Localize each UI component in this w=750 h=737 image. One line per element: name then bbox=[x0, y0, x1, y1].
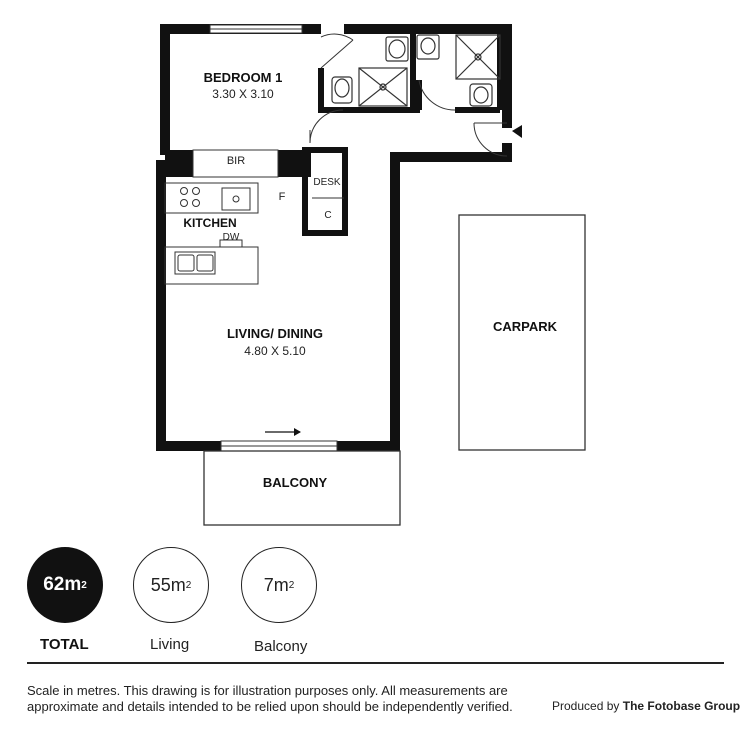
total-area-value: 62m bbox=[43, 574, 82, 595]
total-area-sup: 2 bbox=[81, 579, 87, 591]
bir-label: BIR bbox=[226, 155, 246, 167]
living-area-sup: 2 bbox=[185, 579, 192, 591]
producer-credit bbox=[552, 699, 740, 713]
bedroom-label: BEDROOM 1 bbox=[203, 70, 283, 85]
kitchen-island bbox=[165, 240, 258, 284]
disclaimer-text: Scale in metres. This drawing is for illustration purposes only. All measurements are approximate and details intended to be relied upon should be independently verified. bbox=[27, 683, 513, 714]
total-area-caption: TOTAL bbox=[40, 636, 89, 653]
sliding-door bbox=[221, 428, 337, 451]
carpark-label: CARPARK bbox=[492, 319, 558, 334]
bedroom-window bbox=[210, 25, 302, 33]
bathroom-walls bbox=[321, 34, 500, 110]
ensuite-fixtures bbox=[332, 37, 408, 106]
balcony-label: BALCONY bbox=[262, 475, 328, 490]
fridge-label: F bbox=[278, 191, 286, 203]
cupboard-label: C bbox=[324, 210, 332, 221]
bedroom-dims: 3.30 X 3.10 bbox=[212, 87, 274, 101]
entry-door bbox=[474, 123, 522, 156]
living-dims: 4.80 X 5.10 bbox=[244, 344, 306, 358]
balcony-area-sup: 2 bbox=[288, 579, 295, 591]
living-area-value: 55m bbox=[150, 574, 186, 595]
living-label: LIVING/ DINING bbox=[226, 326, 324, 341]
balcony-area-caption: Balcony bbox=[254, 638, 308, 655]
kitchen-bench bbox=[165, 183, 258, 213]
entry-arrow-icon bbox=[512, 125, 522, 138]
produced-by-label: Produced by bbox=[552, 699, 620, 713]
balcony-area-value: 7m bbox=[263, 574, 289, 595]
total-area-badge bbox=[27, 547, 103, 623]
living-area-badge bbox=[133, 547, 209, 623]
slide-arrow-icon bbox=[294, 428, 301, 436]
footer-divider bbox=[27, 662, 724, 664]
balcony-area-badge bbox=[241, 547, 317, 623]
kitchen-label: KITCHEN bbox=[183, 216, 237, 230]
desk-label: DESK bbox=[313, 177, 341, 188]
company-name: The Fotobase Group bbox=[622, 699, 741, 713]
dishwasher-label: DW bbox=[222, 232, 240, 243]
living-area-caption: Living bbox=[150, 636, 190, 653]
bathroom-fixtures bbox=[417, 35, 500, 106]
